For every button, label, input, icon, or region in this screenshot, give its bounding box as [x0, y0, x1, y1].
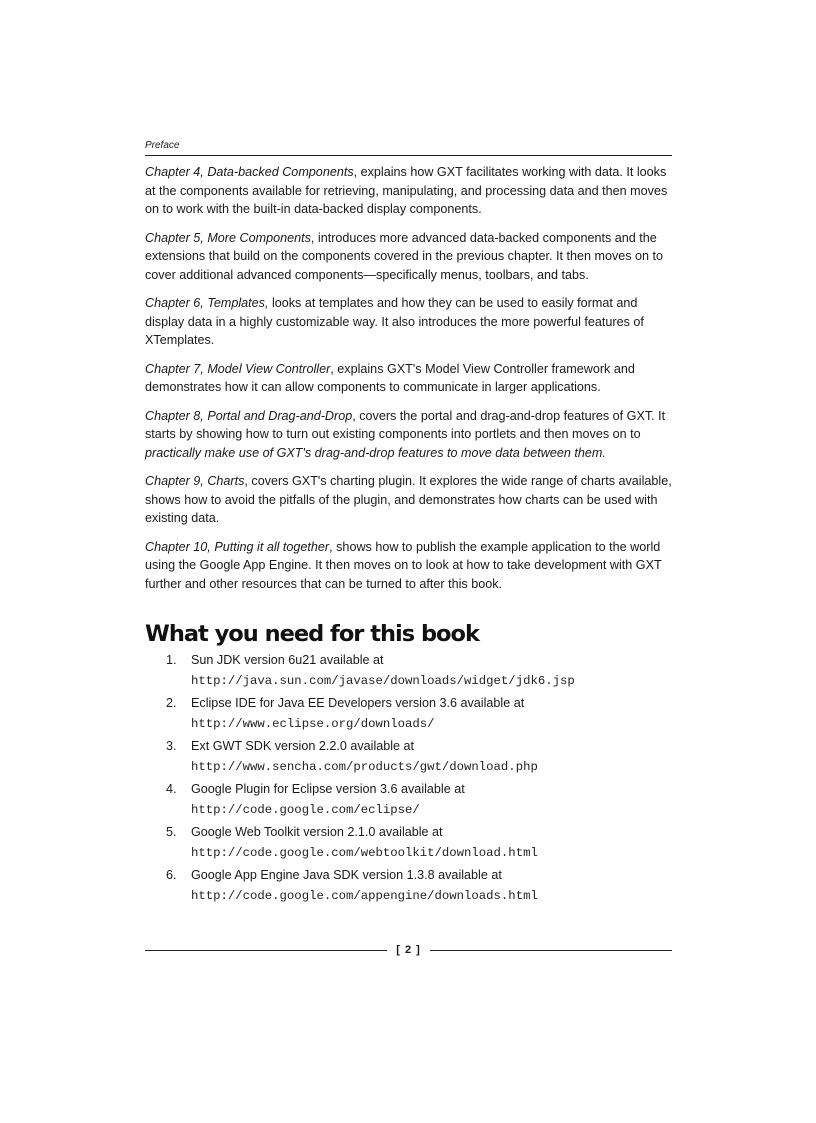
chapter-prefix: Chapter 8,: [145, 408, 208, 423]
download-url: http://www.eclipse.org/downloads/: [191, 716, 435, 731]
list-item-text: Google Web Toolkit version 2.1.0 available at: [191, 825, 443, 839]
list-item-number: 6.: [166, 868, 177, 882]
chapter-prefix: Chapter 5,: [145, 230, 208, 245]
chapter-paragraph: [145, 360, 672, 397]
download-url: http://code.google.com/webtoolkit/download.html: [191, 845, 538, 860]
list-item: [145, 694, 672, 734]
chapter-paragraph: [145, 472, 672, 528]
chapter-description: , shows how to publish the example application to the world using the Google App Engine. It then moves on to look at how to take development with GXT further and other resources that can be turned to after this book.: [145, 539, 662, 591]
list-item-number: 5.: [166, 825, 177, 839]
chapter-title: Charts: [207, 474, 245, 488]
section-heading: What you need for this book: [145, 621, 479, 647]
list-item: [145, 737, 672, 777]
chapter-title: Data-backed Components: [207, 165, 354, 179]
requirements-list: [145, 651, 672, 906]
chapter-title: Putting it all together: [214, 539, 330, 554]
list-item: [145, 823, 672, 863]
chapter-paragraph: [145, 407, 672, 463]
list-item-text: Google Plugin for Eclipse version 3.6 available at: [191, 782, 465, 796]
chapter-description: looks at templates and how they can be used to easily format and display data in a highly customizable way. It also introduces the more powerful features of XTemplates.: [145, 296, 644, 347]
chapter-prefix: Chapter 9,: [145, 474, 208, 488]
download-url: http://code.google.com/eclipse/: [191, 802, 420, 817]
chapter-title: Templates,: [207, 296, 269, 310]
running-header: [145, 135, 672, 156]
chapter-description: , explains how GXT facilitates working with data. It looks at the components available for retrieving, manipulating, and processing data and then moves on to work with the built-in data-backed display components.: [145, 165, 668, 216]
chapter-description: , covers the portal and drag-and-drop features of GXT. It starts by showing how to turn out existing components into portlets and then moves on to: [145, 408, 666, 441]
chapter-title: Model View Controller: [207, 361, 331, 376]
download-url: http://code.google.com/appengine/downloads.html: [191, 888, 538, 903]
chapter-paragraph: [145, 294, 672, 350]
chapter-description-italic: practically make use of GXT's drag-and-drop features to move data between them.: [145, 445, 606, 460]
page-footer: [145, 944, 672, 956]
list-item-text: Ext GWT SDK version 2.2.0 available at: [191, 739, 415, 753]
list-item-text: Eclipse IDE for Java EE Developers version 3.6 available at: [191, 696, 525, 710]
list-item-number: 3.: [166, 739, 177, 753]
list-item: [145, 651, 672, 691]
chapter-prefix: Chapter 7,: [145, 361, 208, 376]
list-item-number: 2.: [166, 696, 177, 710]
chapter-prefix: Chapter 6,: [145, 296, 208, 310]
list-item-number: 4.: [166, 782, 177, 796]
list-item-text: Sun JDK version 6u21 available at: [191, 653, 384, 667]
chapter-title: Portal and Drag-and-Drop: [207, 408, 353, 423]
footer-rule-left: [145, 950, 387, 951]
chapter-prefix: Chapter 4,: [145, 165, 208, 179]
chapter-description: , covers GXT's charting plugin. It explores the wide range of charts available, shows how to avoid the pitfalls of the plugin, and demonstrates how charts can be used with existing data.: [145, 474, 672, 525]
chapter-description: , introduces more advanced data-backed components and the extensions that build on the components covered in the previous chapter. It then moves on to cover additional advanced components—specifically menus, toolbars, and tabs.: [145, 230, 664, 282]
download-url: http://www.sencha.com/products/gwt/download.php: [191, 759, 538, 774]
chapter-title: More Components: [207, 230, 311, 245]
chapter-paragraph: [145, 163, 672, 219]
page-number: [ 2 ]: [396, 944, 421, 956]
running-header-title: Preface: [145, 140, 180, 151]
list-item-text: Google App Engine Java SDK version 1.3.8 available at: [191, 868, 502, 882]
list-item: [145, 866, 672, 906]
chapter-paragraph: [145, 229, 672, 285]
page-content: [145, 163, 672, 909]
footer-rule-right: [430, 950, 672, 951]
list-item: [145, 780, 672, 820]
download-url: http://java.sun.com/javase/downloads/widget/jdk6.jsp: [191, 673, 575, 688]
chapter-paragraph: [145, 538, 672, 594]
chapter-prefix: Chapter 10,: [145, 539, 215, 554]
chapter-description: , explains GXT's Model View Controller framework and demonstrates how it can allow components to communicate in larger applications.: [145, 361, 635, 394]
list-item-number: 1.: [166, 653, 177, 667]
